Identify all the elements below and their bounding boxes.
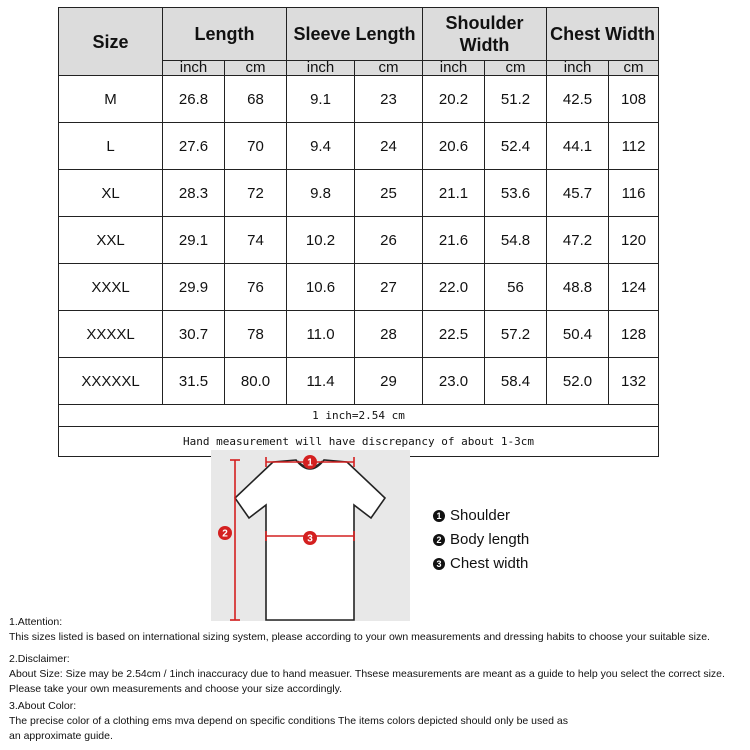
size-cell: L xyxy=(59,123,163,170)
measurement-cell: 53.6 xyxy=(485,170,547,217)
measurement-cell: 48.8 xyxy=(547,264,609,311)
measurement-cell: 23 xyxy=(355,76,423,123)
measurement-cell: 80.0 xyxy=(225,358,287,405)
color-line-2: an approximate guide. xyxy=(9,730,113,742)
marker-3 xyxy=(303,531,317,545)
legend-label: Shoulder xyxy=(450,507,511,524)
size-header: Size xyxy=(59,8,163,76)
unit-cell: cm xyxy=(225,61,287,76)
legend-label: Chest width xyxy=(450,555,529,572)
legend-number: 1 xyxy=(433,510,445,522)
measurement-cell: 29.1 xyxy=(163,217,225,264)
size-cell: XXXXL xyxy=(59,311,163,358)
measurement-cell: 45.7 xyxy=(547,170,609,217)
legend-item-shoulder xyxy=(433,507,510,524)
measurement-cell: 44.1 xyxy=(547,123,609,170)
measurement-cell: 112 xyxy=(609,123,659,170)
measurement-cell: 25 xyxy=(355,170,423,217)
legend-number: 3 xyxy=(433,558,445,570)
measurement-cell: 76 xyxy=(225,264,287,311)
measurement-cell: 108 xyxy=(609,76,659,123)
marker-2 xyxy=(218,526,232,540)
size-cell: XXL xyxy=(59,217,163,264)
discrepancy-note: Hand measurement will have discrepancy of about 1-3cm xyxy=(59,427,659,457)
measurement-cell: 29.9 xyxy=(163,264,225,311)
unit-cell: cm xyxy=(609,61,659,76)
measurement-cell: 9.8 xyxy=(287,170,355,217)
marker-3-label: 3 xyxy=(307,533,313,545)
measurement-cell: 23.0 xyxy=(423,358,485,405)
unit-cell: cm xyxy=(485,61,547,76)
table-row xyxy=(59,123,659,170)
measurement-cell: 26 xyxy=(355,217,423,264)
measurement-cell: 21.1 xyxy=(423,170,485,217)
disclaimer-note xyxy=(9,652,725,697)
unit-cell: inch xyxy=(423,61,485,76)
unit-cell: inch xyxy=(163,61,225,76)
measurement-cell: 52.4 xyxy=(485,123,547,170)
measurement-cell: 21.6 xyxy=(423,217,485,264)
measurement-cell: 27 xyxy=(355,264,423,311)
table-row xyxy=(59,217,659,264)
attention-text: This sizes listed is based on international sizing system, please according to your own measurements and dressing habits to choose your suitable size. xyxy=(9,631,710,643)
marker-1 xyxy=(303,455,317,469)
measurement-cell: 120 xyxy=(609,217,659,264)
color-note xyxy=(9,699,568,744)
chest-width-header: Chest Width xyxy=(547,8,659,61)
marker-1-label: 1 xyxy=(307,457,313,469)
measurement-cell: 22.0 xyxy=(423,264,485,311)
measurement-cell: 10.6 xyxy=(287,264,355,311)
measurement-cell: 10.2 xyxy=(287,217,355,264)
measurement-cell: 20.2 xyxy=(423,76,485,123)
table-row xyxy=(59,311,659,358)
color-line-1: The precise color of a clothing ems mva depend on specific conditions The items colors depicted should only be used as xyxy=(9,715,568,727)
measurement-cell: 128 xyxy=(609,311,659,358)
measurement-cell: 74 xyxy=(225,217,287,264)
size-chart-table xyxy=(58,7,659,457)
measurement-cell: 30.7 xyxy=(163,311,225,358)
measurement-cell: 11.0 xyxy=(287,311,355,358)
measurement-cell: 27.6 xyxy=(163,123,225,170)
measurement-cell: 20.6 xyxy=(423,123,485,170)
measurement-cell: 132 xyxy=(609,358,659,405)
size-cell: XXXXXL xyxy=(59,358,163,405)
measurement-cell: 56 xyxy=(485,264,547,311)
measurement-cell: 70 xyxy=(225,123,287,170)
measurement-cell: 47.2 xyxy=(547,217,609,264)
measurement-cell: 31.5 xyxy=(163,358,225,405)
attention-note xyxy=(9,615,710,645)
table-row xyxy=(59,76,659,123)
measurement-cell: 9.1 xyxy=(287,76,355,123)
conversion-note: 1 inch=2.54 cm xyxy=(59,405,659,427)
tshirt-measurement-diagram xyxy=(211,450,410,621)
measurement-cell: 28 xyxy=(355,311,423,358)
measurement-cell: 116 xyxy=(609,170,659,217)
measurement-cell: 52.0 xyxy=(547,358,609,405)
size-cell: XL xyxy=(59,170,163,217)
measurement-cell: 24 xyxy=(355,123,423,170)
conversion-note-row xyxy=(59,405,659,427)
measurement-cell: 78 xyxy=(225,311,287,358)
attention-title: 1.Attention: xyxy=(9,616,63,628)
size-cell: XXXL xyxy=(59,264,163,311)
legend-item-body-length xyxy=(433,531,529,548)
unit-cell: inch xyxy=(287,61,355,76)
disclaimer-title: 2.Disclaimer: xyxy=(9,653,70,665)
legend-label: Body length xyxy=(450,531,530,548)
measurement-cell: 68 xyxy=(225,76,287,123)
shoulder-width-header: Shoulder Width xyxy=(423,8,547,61)
measurement-cell: 9.4 xyxy=(287,123,355,170)
disclaimer-line-2: Please take your own measurements and choose your size accordingly. xyxy=(9,683,343,695)
disclaimer-line-1: About Size: Size may be 2.54cm / 1inch inaccuracy due to hand measuer. Thsese measurements are meant as a guide to help you select the correct size. xyxy=(9,668,725,680)
measurement-cell: 72 xyxy=(225,170,287,217)
measurement-cell: 57.2 xyxy=(485,311,547,358)
measurement-cell: 58.4 xyxy=(485,358,547,405)
header-row xyxy=(59,8,659,61)
legend-item-chest-width xyxy=(433,555,528,572)
marker-2-label: 2 xyxy=(222,528,228,540)
table-row xyxy=(59,170,659,217)
measurement-cell: 54.8 xyxy=(485,217,547,264)
table-row xyxy=(59,358,659,405)
measurement-cell: 29 xyxy=(355,358,423,405)
measurement-cell: 26.8 xyxy=(163,76,225,123)
measurement-cell: 124 xyxy=(609,264,659,311)
unit-cell: cm xyxy=(355,61,423,76)
measurement-cell: 28.3 xyxy=(163,170,225,217)
sleeve-length-header: Sleeve Length xyxy=(287,8,423,61)
measurement-cell: 22.5 xyxy=(423,311,485,358)
legend-number: 2 xyxy=(433,534,445,546)
unit-cell: inch xyxy=(547,61,609,76)
color-title: 3.About Color: xyxy=(9,700,77,712)
tshirt-outline-illustration xyxy=(211,450,410,621)
measurement-cell: 51.2 xyxy=(485,76,547,123)
size-cell: M xyxy=(59,76,163,123)
length-header: Length xyxy=(163,8,287,61)
table-row xyxy=(59,264,659,311)
measurement-cell: 11.4 xyxy=(287,358,355,405)
measurement-cell: 42.5 xyxy=(547,76,609,123)
measurement-cell: 50.4 xyxy=(547,311,609,358)
